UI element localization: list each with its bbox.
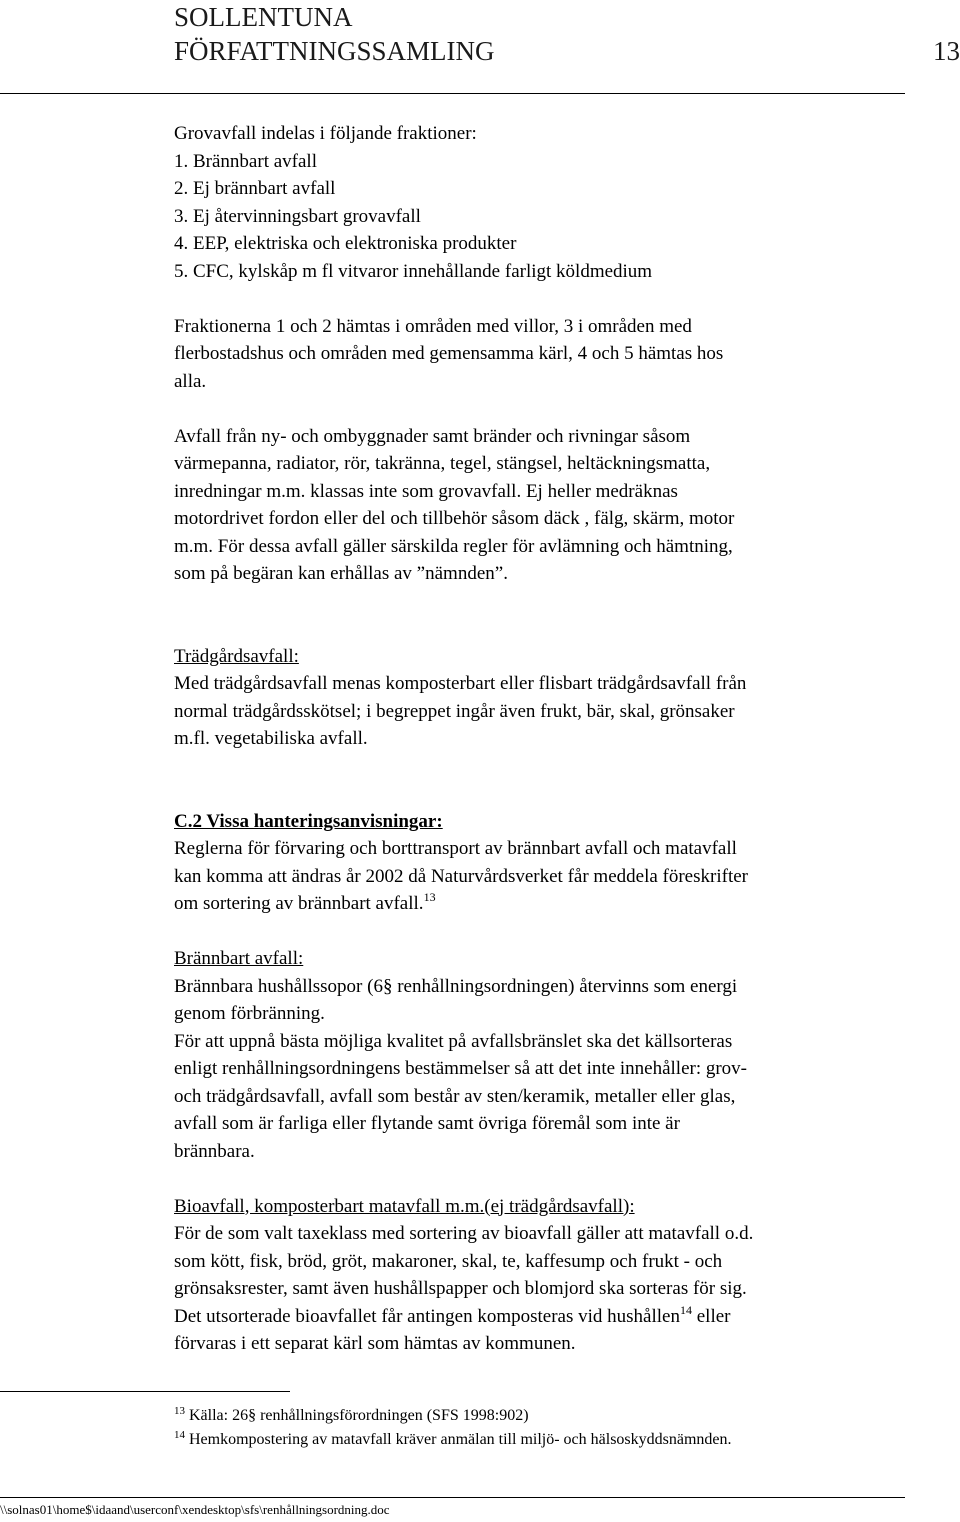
list-item: 5. CFC, kylskåp m fl vitvaror innehållande farligt köldmedium xyxy=(174,260,653,282)
brannbart-section xyxy=(174,945,914,1165)
paragraph-line xyxy=(174,1303,914,1331)
paragraph-line: genom förbränning. xyxy=(174,1003,325,1024)
paragraph-line: Reglerna för förvaring och borttransport av brännbart avfall och matavfall xyxy=(174,838,737,859)
page-header-title xyxy=(174,0,495,68)
grovavfall-intro: Grovavfall indelas i följande fraktioner: xyxy=(174,123,477,144)
paragraph-line-text: Det utsorterade bioavfallet får antingen komposteras vid hushållen xyxy=(174,1305,680,1327)
bioavfall-heading: Bioavfall, komposterbart matavfall m.m.(ej trädgårdsavfall): xyxy=(174,1195,635,1217)
fraktioner-paragraph xyxy=(174,313,914,396)
header-title-line-1: SOLLENTUNA xyxy=(174,2,353,32)
paragraph-line: För att uppnå bästa möjliga kvalitet på avfallsbränslet ska det källsorteras xyxy=(174,1030,733,1052)
tradgardsavfall-section xyxy=(174,643,914,753)
paragraph-line xyxy=(174,890,914,918)
paragraph-line: Brännbara hushållssopor (6§ renhållningsordningen) återvinns som energi xyxy=(174,975,738,997)
footnote xyxy=(174,1428,732,1452)
paragraph-line: Fraktionerna 1 och 2 hämtas i områden med villor, 3 i områden med xyxy=(174,315,692,337)
footer-file-path: \\solnas01\home$\idaand\userconf\xendesktop\sfs\renhållningsordning.doc xyxy=(0,1502,390,1517)
tradgardsavfall-heading: Trädgårdsavfall: xyxy=(174,645,299,667)
paragraph-line: inredningar m.m. klassas inte som grovavfall. Ej heller medräknas xyxy=(174,480,678,502)
grovavfall-section xyxy=(174,120,914,285)
header-divider xyxy=(0,93,905,94)
paragraph-line: Med trädgårdsavfall menas komposterbart eller flisbart trädgårdsavfall från xyxy=(174,673,747,694)
page-number: 13 xyxy=(933,36,960,66)
paragraph-line: m.m. För dessa avfall gäller särskilda regler för avlämning och hämtning, xyxy=(174,535,733,557)
paragraph-line: avfall som är farliga eller flytande samt övriga föremål som inte är xyxy=(174,1113,680,1134)
list-item: 3. Ej återvinningsbart grovavfall xyxy=(174,205,421,227)
paragraph-line: För de som valt taxeklass med sortering av bioavfall gäller att matavfall o.d. xyxy=(174,1223,754,1244)
paragraph-line: förvaras i ett separat kärl som hämtas av kommunen. xyxy=(174,1333,576,1354)
footnote-ref-13[interactable]: 13 xyxy=(423,890,436,904)
footer-divider xyxy=(0,1497,905,1498)
footnote-divider xyxy=(0,1391,290,1392)
paragraph-line: kan komma att ändras år 2002 då Naturvårdsverket får meddela föreskrifter xyxy=(174,865,748,887)
paragraph-line-text: om sortering av brännbart avfall. xyxy=(174,893,424,914)
footnote-number: 14 xyxy=(174,1429,185,1441)
paragraph-line: som på begäran kan erhållas av ”nämnden”. xyxy=(174,563,508,584)
footnote xyxy=(174,1404,732,1428)
paragraph-line-text: eller xyxy=(691,1305,731,1327)
brannbart-heading: Brännbart avfall: xyxy=(174,948,304,969)
ombyggnader-paragraph xyxy=(174,423,914,588)
footnotes xyxy=(174,1404,732,1452)
paragraph-line: värmepanna, radiator, rör, takränna, tegel, stängsel, heltäckningsmatta, xyxy=(174,453,711,474)
bioavfall-section xyxy=(174,1193,914,1358)
c2-section xyxy=(174,808,914,918)
paragraph-line: grönsaksrester, samt även hushållspapper och blomjord ska sorteras för sig. xyxy=(174,1278,747,1299)
paragraph-line: alla. xyxy=(174,370,207,392)
list-item: 1. Brännbart avfall xyxy=(174,150,317,172)
spacer xyxy=(174,615,914,643)
paragraph-line: som kött, fisk, bröd, gröt, makaroner, skal, te, kaffesump och frukt - och xyxy=(174,1250,723,1272)
paragraph-line: m.fl. vegetabiliska avfall. xyxy=(174,728,368,749)
footnote-number: 13 xyxy=(174,1405,185,1417)
document-body xyxy=(174,120,914,1385)
paragraph-line: och trädgårdsavfall, avfall som består av sten/keramik, metaller eller glas, xyxy=(174,1085,736,1107)
paragraph-line: normal trädgårdsskötsel; i begreppet ingår även frukt, bär, skal, grönsaker xyxy=(174,700,735,722)
footnote-text: Hemkompostering av matavfall kräver anmälan till miljö- och hälsoskyddsnämnden. xyxy=(185,1431,732,1448)
list-item: 2. Ej brännbart avfall xyxy=(174,178,336,199)
paragraph-line: Avfall från ny- och ombyggnader samt bränder och rivningar såsom xyxy=(174,425,691,447)
paragraph-line: flerbostadshus och områden med gemensamma kärl, 4 och 5 hämtas hos xyxy=(174,343,724,364)
paragraph-line: motordrivet fordon eller del och tillbehör såsom däck , fälg, skärm, motor xyxy=(174,508,735,529)
paragraph-line: brännbara. xyxy=(174,1140,255,1162)
spacer xyxy=(174,780,914,808)
footnote-text: Källa: 26§ renhållningsförordningen (SFS 1998:902) xyxy=(185,1407,529,1424)
paragraph-line: enligt renhållningsordningens bestämmelser så att det inte innehåller: grov- xyxy=(174,1058,748,1079)
header-title-line-2: FÖRFATTNINGSSAMLING xyxy=(174,36,495,66)
footnote-ref-14[interactable]: 14 xyxy=(679,1302,692,1317)
list-item: 4. EEP, elektriska och elektroniska produkter xyxy=(174,233,517,254)
c2-heading: C.2 Vissa hanteringsanvisningar: xyxy=(174,810,443,832)
